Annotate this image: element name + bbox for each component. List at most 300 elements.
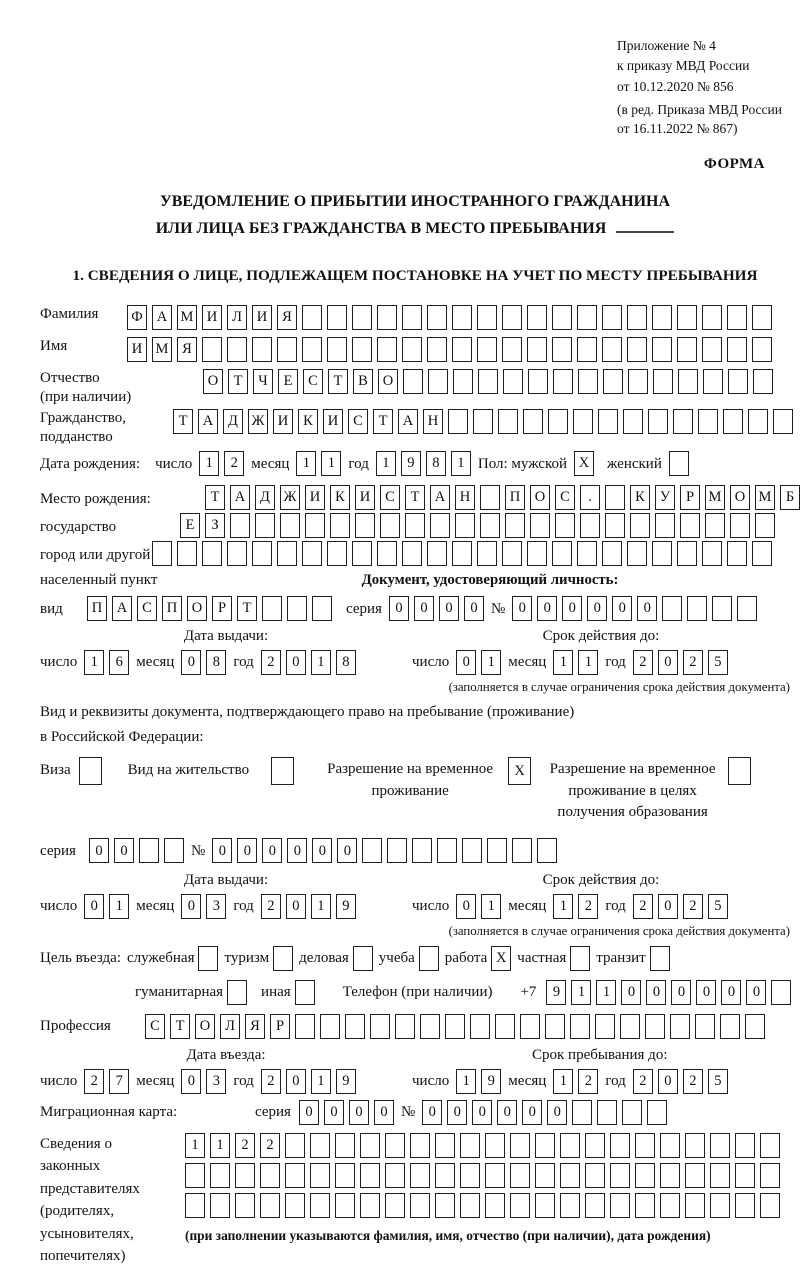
patronymic-cell[interactable] xyxy=(553,369,573,394)
patronymic-cell[interactable] xyxy=(478,369,498,394)
transit-checkbox[interactable] xyxy=(650,946,670,971)
birthplace-cells-row2-cell[interactable] xyxy=(755,513,775,538)
id-number-cell[interactable] xyxy=(687,596,707,621)
birthplace-cells-row1-cell[interactable]: М xyxy=(755,485,775,510)
id-number-cells[interactable] xyxy=(512,596,757,621)
birthplace-cells-row2-cell[interactable] xyxy=(555,513,575,538)
surname-cell[interactable] xyxy=(602,305,622,330)
profession-cell[interactable]: Я xyxy=(245,1014,265,1039)
id-issue-year-cell[interactable]: 1 xyxy=(311,650,331,675)
res-series-cells[interactable] xyxy=(89,838,184,863)
mig-series-cell[interactable]: 0 xyxy=(299,1100,319,1125)
id-valid-year-cell[interactable]: 5 xyxy=(708,650,728,675)
birthplace-cells-row1-cell[interactable]: Б xyxy=(780,485,800,510)
profession-cell[interactable] xyxy=(495,1014,515,1039)
birthplace-cells-row1-cell[interactable]: И xyxy=(305,485,325,510)
surname-cells[interactable] xyxy=(127,305,772,330)
res-valid-year-cell[interactable]: 0 xyxy=(658,894,678,919)
res-number-cell[interactable] xyxy=(412,838,432,863)
citizenship-cell[interactable] xyxy=(748,409,768,434)
profession-cell[interactable] xyxy=(420,1014,440,1039)
profession-cell[interactable] xyxy=(595,1014,615,1039)
guardians-cells-row3-cell[interactable] xyxy=(710,1193,730,1218)
work-cell[interactable]: X xyxy=(491,946,511,971)
res-number-cells[interactable] xyxy=(212,838,557,863)
temp-edu-checkbox[interactable] xyxy=(728,757,751,785)
guardians-cells-row2-cell[interactable] xyxy=(185,1163,205,1188)
guardians-cells-row1-cell[interactable] xyxy=(710,1133,730,1158)
birthplace-cells-row2-cell[interactable] xyxy=(305,513,325,538)
mig-number-cell[interactable] xyxy=(622,1100,642,1125)
id-valid-day-cells[interactable] xyxy=(456,650,501,675)
guardians-cells-row3-cell[interactable] xyxy=(585,1193,605,1218)
birthplace-cells-row1-cell[interactable]: Т xyxy=(205,485,225,510)
citizenship-cell[interactable]: Т xyxy=(373,409,393,434)
res-number-cell[interactable] xyxy=(362,838,382,863)
business-cell[interactable] xyxy=(353,946,373,971)
profession-cell[interactable] xyxy=(320,1014,340,1039)
id-series-cell[interactable]: 0 xyxy=(464,596,484,621)
surname-cell[interactable] xyxy=(477,305,497,330)
id-issue-month-cell[interactable]: 0 xyxy=(181,650,201,675)
res-issue-month-cell[interactable]: 3 xyxy=(206,894,226,919)
citizenship-cell[interactable]: И xyxy=(273,409,293,434)
id-number-cell[interactable] xyxy=(662,596,682,621)
res-number-cell[interactable] xyxy=(387,838,407,863)
citizenship-cell[interactable]: Т xyxy=(173,409,193,434)
birthplace-cells-row3-cell[interactable] xyxy=(427,541,447,566)
profession-cell[interactable] xyxy=(345,1014,365,1039)
birth-year-cell[interactable]: 1 xyxy=(376,451,396,476)
guardians-cells-row3-cell[interactable] xyxy=(210,1193,230,1218)
guardians-cells-row2-cell[interactable] xyxy=(685,1163,705,1188)
name-cell[interactable] xyxy=(702,337,722,362)
official-cell[interactable] xyxy=(198,946,218,971)
id-issue-day-cell[interactable]: 1 xyxy=(84,650,104,675)
id-kind-cell[interactable] xyxy=(287,596,307,621)
birth-day-cell[interactable]: 1 xyxy=(199,451,219,476)
res-series-cell[interactable]: 0 xyxy=(89,838,109,863)
surname-cell[interactable] xyxy=(702,305,722,330)
birthplace-cells-row3-cell[interactable] xyxy=(227,541,247,566)
surname-cell[interactable]: Ф xyxy=(127,305,147,330)
guardians-cells-row1-cell[interactable] xyxy=(585,1133,605,1158)
citizenship-cell[interactable] xyxy=(773,409,793,434)
id-valid-year-cell[interactable]: 2 xyxy=(633,650,653,675)
res-number-cell[interactable] xyxy=(462,838,482,863)
phone-cell[interactable]: 1 xyxy=(596,980,616,1005)
surname-cell[interactable] xyxy=(552,305,572,330)
female-cell[interactable] xyxy=(669,451,689,476)
birthplace-cells-row1-cell[interactable]: О xyxy=(530,485,550,510)
citizenship-cell[interactable] xyxy=(473,409,493,434)
birthplace-cells-row3-cell[interactable] xyxy=(202,541,222,566)
birthplace-cells-row3-cell[interactable] xyxy=(277,541,297,566)
id-valid-day-cell[interactable]: 1 xyxy=(481,650,501,675)
surname-cell[interactable] xyxy=(727,305,747,330)
id-valid-month-cell[interactable]: 1 xyxy=(553,650,573,675)
mig-number-cell[interactable]: 0 xyxy=(422,1100,442,1125)
birth-year-cell[interactable]: 8 xyxy=(426,451,446,476)
guardians-cells-row3-cell[interactable] xyxy=(610,1193,630,1218)
id-valid-year-cells[interactable] xyxy=(633,650,728,675)
phone-cell[interactable]: 0 xyxy=(746,980,766,1005)
res-issue-month-cells[interactable] xyxy=(181,894,226,919)
entry-year-cell[interactable]: 2 xyxy=(261,1069,281,1094)
birthplace-cells-row1-cell[interactable]: П xyxy=(505,485,525,510)
birthplace-cells-row2-cell[interactable] xyxy=(380,513,400,538)
stay-day-cell[interactable]: 9 xyxy=(481,1069,501,1094)
surname-cell[interactable] xyxy=(427,305,447,330)
patronymic-cell[interactable]: О xyxy=(203,369,223,394)
res-issue-day-cell[interactable]: 1 xyxy=(109,894,129,919)
surname-cell[interactable]: М xyxy=(177,305,197,330)
temp-permit-cell[interactable]: X xyxy=(508,757,531,785)
res-number-cell[interactable]: 0 xyxy=(312,838,332,863)
birthplace-cells-row2-cell[interactable] xyxy=(280,513,300,538)
birthplace-cells-row1-cell[interactable]: К xyxy=(330,485,350,510)
guardians-cells-row3-cell[interactable] xyxy=(510,1193,530,1218)
id-series-cell[interactable]: 0 xyxy=(439,596,459,621)
name-cell[interactable] xyxy=(577,337,597,362)
profession-cell[interactable] xyxy=(645,1014,665,1039)
guardians-cells-row1-cell[interactable] xyxy=(610,1133,630,1158)
guardians-cells-row1-cell[interactable] xyxy=(435,1133,455,1158)
name-cell[interactable] xyxy=(627,337,647,362)
birthplace-cells-row3-cell[interactable] xyxy=(377,541,397,566)
name-cell[interactable]: И xyxy=(127,337,147,362)
name-cell[interactable] xyxy=(377,337,397,362)
citizenship-cell[interactable] xyxy=(523,409,543,434)
name-cell[interactable] xyxy=(402,337,422,362)
birthplace-cells-row1-cell[interactable]: Р xyxy=(680,485,700,510)
entry-year-cell[interactable]: 0 xyxy=(286,1069,306,1094)
mig-number-cell[interactable] xyxy=(647,1100,667,1125)
entry-month-cell[interactable]: 3 xyxy=(206,1069,226,1094)
res-number-cell[interactable]: 0 xyxy=(262,838,282,863)
entry-day-cell[interactable]: 7 xyxy=(109,1069,129,1094)
birthplace-cells-row3-cell[interactable] xyxy=(302,541,322,566)
temp-permit-checkbox[interactable] xyxy=(508,757,531,785)
stay-day-cell[interactable]: 1 xyxy=(456,1069,476,1094)
mig-series-cell[interactable]: 0 xyxy=(324,1100,344,1125)
res-number-cell[interactable]: 0 xyxy=(212,838,232,863)
birthplace-cells-row1-cell[interactable]: С xyxy=(555,485,575,510)
entry-year-cell[interactable]: 9 xyxy=(336,1069,356,1094)
citizenship-cell[interactable] xyxy=(498,409,518,434)
citizenship-cell[interactable] xyxy=(623,409,643,434)
birthplace-cells-row3-cell[interactable] xyxy=(352,541,372,566)
citizenship-cell[interactable] xyxy=(648,409,668,434)
birth-month-cell[interactable]: 1 xyxy=(321,451,341,476)
id-valid-year-cell[interactable]: 0 xyxy=(658,650,678,675)
mig-series-cell[interactable]: 0 xyxy=(374,1100,394,1125)
id-valid-month-cell[interactable]: 1 xyxy=(578,650,598,675)
birthplace-cells-row3-cell[interactable] xyxy=(452,541,472,566)
res-issue-year-cell[interactable]: 0 xyxy=(286,894,306,919)
res-issue-year-cells[interactable] xyxy=(261,894,356,919)
profession-cell[interactable] xyxy=(295,1014,315,1039)
female-checkbox[interactable] xyxy=(669,451,689,476)
id-issue-month-cells[interactable] xyxy=(181,650,226,675)
birthplace-cells-row1-cell[interactable]: А xyxy=(230,485,250,510)
birthplace-cells-row2-cell[interactable] xyxy=(355,513,375,538)
profession-cell[interactable] xyxy=(545,1014,565,1039)
id-kind-cell[interactable]: О xyxy=(187,596,207,621)
guardians-cells-row2-cell[interactable] xyxy=(285,1163,305,1188)
guardians-cells-row2-cell[interactable] xyxy=(485,1163,505,1188)
guardians-cells-row2-cell[interactable] xyxy=(385,1163,405,1188)
study-cell[interactable] xyxy=(419,946,439,971)
visa-cell[interactable] xyxy=(79,757,102,785)
birthplace-cells-row1-cell[interactable]: Ж xyxy=(280,485,300,510)
patronymic-cell[interactable] xyxy=(603,369,623,394)
id-kind-cell[interactable]: П xyxy=(87,596,107,621)
phone-cell[interactable]: 0 xyxy=(646,980,666,1005)
profession-cell[interactable] xyxy=(720,1014,740,1039)
patronymic-cell[interactable] xyxy=(678,369,698,394)
surname-cell[interactable] xyxy=(377,305,397,330)
surname-cell[interactable]: И xyxy=(202,305,222,330)
stay-year-cell[interactable]: 2 xyxy=(683,1069,703,1094)
guardians-cells-row2-cell[interactable] xyxy=(260,1163,280,1188)
guardians-cells-row1-cell[interactable] xyxy=(485,1133,505,1158)
mig-number-cell[interactable]: 0 xyxy=(497,1100,517,1125)
study-checkbox[interactable] xyxy=(419,946,439,971)
res-issue-year-cell[interactable]: 2 xyxy=(261,894,281,919)
patronymic-cell[interactable] xyxy=(578,369,598,394)
guardians-cells-row2-cell[interactable] xyxy=(760,1163,780,1188)
mig-number-cell[interactable]: 0 xyxy=(447,1100,467,1125)
guardians-cells-row3[interactable] xyxy=(185,1193,780,1218)
res-series-cell[interactable] xyxy=(139,838,159,863)
birthplace-cells-row1-cell[interactable]: К xyxy=(630,485,650,510)
stay-year-cell[interactable]: 0 xyxy=(658,1069,678,1094)
res-series-cell[interactable] xyxy=(164,838,184,863)
work-checkbox[interactable] xyxy=(491,946,511,971)
stay-month-cell[interactable]: 2 xyxy=(578,1069,598,1094)
birth-day-cell[interactable]: 2 xyxy=(224,451,244,476)
birthplace-cells-row2-cell[interactable] xyxy=(655,513,675,538)
id-kind-cell[interactable]: Т xyxy=(237,596,257,621)
patronymic-cell[interactable]: Е xyxy=(278,369,298,394)
entry-day-cells[interactable] xyxy=(84,1069,129,1094)
patronymic-cell[interactable] xyxy=(428,369,448,394)
surname-cell[interactable]: Я xyxy=(277,305,297,330)
birthplace-cells-row1-cell[interactable]: М xyxy=(705,485,725,510)
temp-edu-cell[interactable] xyxy=(728,757,751,785)
guardians-cells-row1-cell[interactable] xyxy=(335,1133,355,1158)
id-issue-year-cells[interactable] xyxy=(261,650,356,675)
birthplace-cells-row3-cell[interactable] xyxy=(552,541,572,566)
guardians-cells-row1-cell[interactable] xyxy=(635,1133,655,1158)
guardians-cells-row3-cell[interactable] xyxy=(360,1193,380,1218)
guardians-cells-row3-cell[interactable] xyxy=(485,1193,505,1218)
birthplace-cells-row3-cell[interactable] xyxy=(727,541,747,566)
birthplace-cells-row3-cell[interactable] xyxy=(177,541,197,566)
residence-permit-cell[interactable] xyxy=(271,757,294,785)
birthplace-cells-row3-cell[interactable] xyxy=(527,541,547,566)
guardians-cells-row3-cell[interactable] xyxy=(285,1193,305,1218)
id-issue-year-cell[interactable]: 8 xyxy=(336,650,356,675)
id-number-cell[interactable]: 0 xyxy=(637,596,657,621)
patronymic-cell[interactable] xyxy=(503,369,523,394)
guardians-cells-row3-cell[interactable] xyxy=(310,1193,330,1218)
surname-cell[interactable] xyxy=(677,305,697,330)
phone-cell[interactable]: 9 xyxy=(546,980,566,1005)
patronymic-cell[interactable] xyxy=(528,369,548,394)
residence-permit-checkbox[interactable] xyxy=(271,757,294,785)
citizenship-cell[interactable] xyxy=(448,409,468,434)
guardians-cells-row1-cell[interactable] xyxy=(660,1133,680,1158)
profession-cell[interactable] xyxy=(445,1014,465,1039)
birthplace-cells-row1[interactable] xyxy=(205,485,800,510)
birthplace-cells-row1-cell[interactable]: А xyxy=(430,485,450,510)
transit-cell[interactable] xyxy=(650,946,670,971)
profession-cell[interactable] xyxy=(695,1014,715,1039)
surname-cell[interactable] xyxy=(652,305,672,330)
guardians-cells-row3-cell[interactable] xyxy=(460,1193,480,1218)
guardians-cells-row1-cell[interactable] xyxy=(760,1133,780,1158)
tourism-checkbox[interactable] xyxy=(273,946,293,971)
id-number-cell[interactable]: 0 xyxy=(562,596,582,621)
private-checkbox[interactable] xyxy=(570,946,590,971)
birthplace-cells-row1-cell[interactable]: Н xyxy=(455,485,475,510)
name-cell[interactable] xyxy=(327,337,347,362)
guardians-cells-row2-cell[interactable] xyxy=(335,1163,355,1188)
surname-cell[interactable] xyxy=(402,305,422,330)
name-cell[interactable] xyxy=(227,337,247,362)
phone-cell[interactable]: 0 xyxy=(621,980,641,1005)
guardians-cells-row2-cell[interactable] xyxy=(410,1163,430,1188)
birthplace-cells-row3-cell[interactable] xyxy=(627,541,647,566)
mig-series-cell[interactable]: 0 xyxy=(349,1100,369,1125)
birthplace-cells-row3[interactable] xyxy=(152,541,800,566)
birthplace-cells-row3-cell[interactable] xyxy=(502,541,522,566)
guardians-cells-row1-cell[interactable]: 2 xyxy=(235,1133,255,1158)
id-issue-year-cell[interactable]: 2 xyxy=(261,650,281,675)
guardians-cells-row3-cell[interactable] xyxy=(385,1193,405,1218)
name-cell[interactable] xyxy=(527,337,547,362)
mig-number-cell[interactable] xyxy=(597,1100,617,1125)
surname-cell[interactable] xyxy=(752,305,772,330)
name-cell[interactable] xyxy=(202,337,222,362)
guardians-cells-row2[interactable] xyxy=(185,1163,780,1188)
birthplace-cells-row1-cell[interactable]: . xyxy=(580,485,600,510)
res-number-cell[interactable]: 0 xyxy=(287,838,307,863)
res-number-cell[interactable]: 0 xyxy=(237,838,257,863)
guardians-cells-row3-cell[interactable] xyxy=(235,1193,255,1218)
name-cell[interactable] xyxy=(727,337,747,362)
patronymic-cell[interactable] xyxy=(753,369,773,394)
birth-month-cells[interactable] xyxy=(296,451,341,476)
birthplace-cells-row3-cell[interactable] xyxy=(477,541,497,566)
birthplace-cells-row2-cell[interactable] xyxy=(505,513,525,538)
other-checkbox[interactable] xyxy=(295,980,315,1005)
id-kind-cell[interactable] xyxy=(262,596,282,621)
guardians-cells-row2-cell[interactable] xyxy=(635,1163,655,1188)
surname-cell[interactable] xyxy=(302,305,322,330)
citizenship-cell[interactable] xyxy=(698,409,718,434)
surname-cell[interactable]: И xyxy=(252,305,272,330)
entry-day-cell[interactable]: 2 xyxy=(84,1069,104,1094)
guardians-cells-row2-cell[interactable] xyxy=(660,1163,680,1188)
guardians-cells-row2-cell[interactable] xyxy=(710,1163,730,1188)
birthplace-cells-row1-cell[interactable]: У xyxy=(655,485,675,510)
guardians-cells-row1-cell[interactable] xyxy=(385,1133,405,1158)
citizenship-cell[interactable] xyxy=(573,409,593,434)
birth-day-cells[interactable] xyxy=(199,451,244,476)
profession-cell[interactable]: С xyxy=(145,1014,165,1039)
birthplace-cells-row2[interactable] xyxy=(180,513,800,538)
res-issue-day-cells[interactable] xyxy=(84,894,129,919)
profession-cells[interactable] xyxy=(145,1014,765,1039)
id-valid-month-cells[interactable] xyxy=(553,650,598,675)
res-valid-month-cell[interactable]: 1 xyxy=(553,894,573,919)
mig-number-cell[interactable] xyxy=(572,1100,592,1125)
stay-year-cell[interactable]: 5 xyxy=(708,1069,728,1094)
res-number-cell[interactable] xyxy=(437,838,457,863)
guardians-cells-row3-cell[interactable] xyxy=(335,1193,355,1218)
profession-cell[interactable] xyxy=(520,1014,540,1039)
birthplace-cells-row1-cell[interactable]: И xyxy=(355,485,375,510)
birthplace-cells-row2-cell[interactable] xyxy=(730,513,750,538)
patronymic-cells[interactable] xyxy=(203,369,773,394)
id-valid-year-cell[interactable]: 2 xyxy=(683,650,703,675)
birthplace-cells-row3-cell[interactable] xyxy=(602,541,622,566)
name-cell[interactable] xyxy=(452,337,472,362)
patronymic-cell[interactable]: Т xyxy=(328,369,348,394)
res-valid-year-cell[interactable]: 2 xyxy=(683,894,703,919)
guardians-cells-row2-cell[interactable] xyxy=(460,1163,480,1188)
birthplace-cells-row2-cell[interactable] xyxy=(580,513,600,538)
profession-cell[interactable] xyxy=(370,1014,390,1039)
stay-month-cells[interactable] xyxy=(553,1069,598,1094)
birthplace-cells-row2-cell[interactable] xyxy=(405,513,425,538)
humanitarian-checkbox[interactable] xyxy=(227,980,247,1005)
name-cell[interactable] xyxy=(477,337,497,362)
guardians-cells-row1-cell[interactable] xyxy=(735,1133,755,1158)
profession-cell[interactable]: Л xyxy=(220,1014,240,1039)
guardians-cells-row1-cell[interactable]: 1 xyxy=(210,1133,230,1158)
res-valid-day-cell[interactable]: 1 xyxy=(481,894,501,919)
name-cell[interactable] xyxy=(252,337,272,362)
guardians-cells-row2-cell[interactable] xyxy=(735,1163,755,1188)
mig-number-cell[interactable]: 0 xyxy=(472,1100,492,1125)
name-cell[interactable] xyxy=(752,337,772,362)
stay-day-cells[interactable] xyxy=(456,1069,501,1094)
name-cell[interactable] xyxy=(502,337,522,362)
stay-year-cells[interactable] xyxy=(633,1069,728,1094)
id-number-cell[interactable]: 0 xyxy=(512,596,532,621)
surname-cell[interactable]: А xyxy=(152,305,172,330)
res-issue-day-cell[interactable]: 0 xyxy=(84,894,104,919)
patronymic-cell[interactable] xyxy=(453,369,473,394)
male-cell[interactable]: X xyxy=(574,451,594,476)
surname-cell[interactable] xyxy=(502,305,522,330)
birthplace-cells-row2-cell[interactable] xyxy=(630,513,650,538)
surname-cell[interactable] xyxy=(577,305,597,330)
guardians-cells-row3-cell[interactable] xyxy=(560,1193,580,1218)
guardians-cells-row2-cell[interactable] xyxy=(310,1163,330,1188)
id-number-cell[interactable]: 0 xyxy=(612,596,632,621)
res-series-cell[interactable]: 0 xyxy=(114,838,134,863)
guardians-cells-row2-cell[interactable] xyxy=(610,1163,630,1188)
res-valid-year-cell[interactable]: 2 xyxy=(633,894,653,919)
guardians-cells-row1-cell[interactable] xyxy=(410,1133,430,1158)
guardians-cells-row1-cell[interactable] xyxy=(360,1133,380,1158)
guardians-cells-row2-cell[interactable] xyxy=(435,1163,455,1188)
